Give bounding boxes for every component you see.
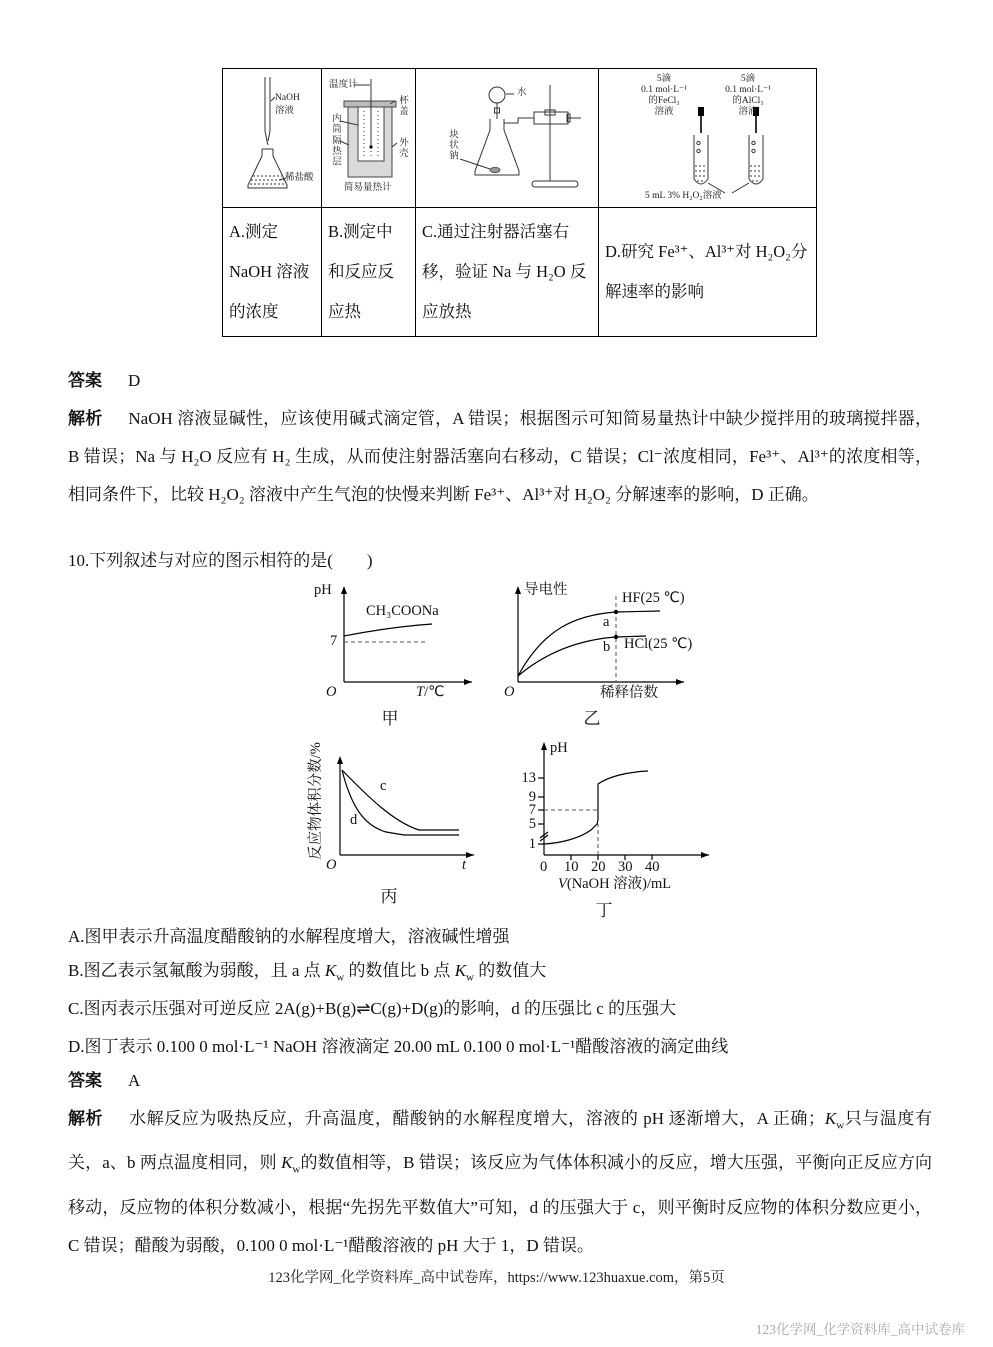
experiment-table xyxy=(222,68,817,337)
kw-subscript: w xyxy=(466,971,474,984)
ding-xtick-20: 20 xyxy=(591,859,606,875)
yi-curve-hcl: HCl(25 ℃) xyxy=(624,636,693,652)
diagram-cell-d xyxy=(599,69,817,208)
conc-label: 0.1 mol·L⁻¹ xyxy=(725,85,771,95)
ding-ytick-13: 13 xyxy=(521,770,536,786)
figure-yi xyxy=(492,582,692,727)
jia-tick-7: 7 xyxy=(330,633,338,649)
lid-label: 杯盖 xyxy=(397,95,407,116)
thermometer-label: 温度计 xyxy=(329,80,358,90)
ding-xtick-0: 0 xyxy=(540,859,548,875)
analysis-text-2: 只与温度有关，a、b 两点温度相同，则 xyxy=(68,1109,932,1173)
calorimeter-diagram xyxy=(328,73,409,203)
jia-xlabel xyxy=(416,684,444,700)
yi-origin: O xyxy=(504,684,515,700)
figure-ding xyxy=(484,740,724,925)
fecl3-label: 的FeCl₃ xyxy=(648,96,680,106)
bing-caption: 丙 xyxy=(380,887,398,906)
jia-xlabel-unit: /℃ xyxy=(424,684,445,700)
kw-symbol: K xyxy=(824,1109,837,1128)
yi-xlabel: 稀释倍数 xyxy=(600,685,658,701)
jia-caption: 甲 xyxy=(381,709,399,728)
kw-subscript: w xyxy=(336,971,345,984)
answer-value: D xyxy=(128,371,141,390)
diagram-cell-c xyxy=(416,69,599,208)
option-cell-c: C.通过注射器活塞右移，验证 Na 与 H₂O 反应放热 xyxy=(416,208,599,337)
bing-curve-c: c xyxy=(380,778,387,794)
analysis-text-3: 的数值相等，B 错误；该反应为气体体积减小的反应，增大压强，平衡向正反应方向移动，反应物的体积分数减小，根据“先拐先平数值大”可知，d 的压强大于 c，则平衡时反应物的体积分数应更小，C 错误；醋酸为弱酸，0.100 0 mol·L⁻¹醋酸溶液的 pH 大于 1，D 错误。 xyxy=(68,1153,932,1255)
ding-xtick-40: 40 xyxy=(645,859,660,875)
table-row xyxy=(223,69,817,208)
analysis-paragraph-2 xyxy=(68,1100,932,1265)
figure-bing xyxy=(294,726,484,906)
analysis-label: 解析 xyxy=(68,409,103,428)
ding-ytick-7: 7 xyxy=(528,802,536,818)
option-b-text-2: 的数值比 b 点 xyxy=(344,961,455,980)
analysis-text: NaOH 溶液显碱性，应该使用碱式滴定管，A 错误；根据图示可知简易量热计中缺少搅拌用的玻璃搅拌器，B 错误；Na 与 H₂O 反应有 H₂ 生成，从而使注射器活塞向右移动，C 错误；Cl⁻浓度相同，Fe³⁺、Al³⁺的浓度相等，相同条件下，比较 H₂O₂ 溶液中产生气泡的快慢来判断 Fe³⁺、Al³⁺对 H₂O₂ 分解速率的影响，D 正确。 xyxy=(68,409,933,504)
solution-label: 溶液 xyxy=(654,107,674,117)
solution-label: 溶液 xyxy=(738,107,758,117)
water-label: 水 xyxy=(517,88,527,98)
yi-point-a: a xyxy=(603,614,610,630)
bing-ylabel: 反应物体积分数/% xyxy=(308,742,324,860)
dilute-hcl-label: 稀盐酸 xyxy=(285,173,314,183)
yi-ylabel: 导电性 xyxy=(524,582,568,598)
analysis-text-1: 水解反应为吸热反应，升高温度，醋酸钠的水解程度增大，溶液的 pH 逐渐增大，A 正确； xyxy=(129,1109,825,1128)
ding-xlabel-var: V xyxy=(558,876,567,892)
ding-xlabel xyxy=(558,876,671,892)
kw-symbol: K xyxy=(454,961,467,980)
drops-label: 5滴 xyxy=(656,74,672,84)
solution-label: 溶液 xyxy=(275,106,295,116)
kw-subscript: w xyxy=(836,1119,845,1132)
outer-shell-label: 外壳 xyxy=(397,137,407,158)
sodium-chunk-label: 块状钠 xyxy=(447,129,457,161)
inner-cup-label: 内筒 xyxy=(330,113,340,134)
bing-xlabel: t xyxy=(462,857,467,873)
option-cell-d: D.研究 Fe³⁺、Al³⁺对 H₂O₂分解速率的影响 xyxy=(599,208,817,337)
alcl3-label: 的AlCl₃ xyxy=(732,96,764,106)
answer-line-1 xyxy=(68,366,140,391)
option-cell-b: B.测定中和反应反应热 xyxy=(322,208,416,337)
kw-symbol: K xyxy=(281,1153,293,1173)
bing-curve-d: d xyxy=(350,812,358,828)
option-b-text-3: 的数值大 xyxy=(473,961,547,980)
ding-ylabel: pH xyxy=(550,740,568,756)
analysis-label: 解析 xyxy=(68,1109,104,1128)
option-b xyxy=(68,956,546,983)
calorimeter-caption: 简易量热计 xyxy=(344,183,392,193)
question-10: 10.下列叙述与对应的图示相符的是( ) xyxy=(68,551,373,570)
jia-plot xyxy=(300,582,480,694)
jia-origin: O xyxy=(326,684,337,700)
page-footer: 123化学网_化学资料库_高中试卷库，https://www.123huaxue.com，第5页 xyxy=(268,1270,725,1286)
insulation-label: 隔热层 xyxy=(330,135,340,167)
ding-xtick-10: 10 xyxy=(564,859,579,875)
burette-flask-diagram xyxy=(229,73,315,203)
jia-ylabel: pH xyxy=(314,582,332,598)
option-cell-a: A.测定 NaOH 溶液的浓度 xyxy=(223,208,322,337)
diagram-cell-b xyxy=(322,69,416,208)
answer-line-2 xyxy=(68,1066,140,1091)
option-d: D.图丁表示 0.100 0 mol·L⁻¹ NaOH 溶液滴定 20.00 mL 0.100 0 mol·L⁻¹醋酸溶液的滴定曲线 xyxy=(68,1037,729,1056)
bing-origin: O xyxy=(326,857,337,873)
option-c: C.图丙表示压强对可逆反应 2A(g)+B(g)⇌C(g)+D(g)的影响，d 的压强比 c 的压强大 xyxy=(68,999,677,1018)
alcl3-label-block xyxy=(717,74,779,118)
figure-jia xyxy=(300,582,480,727)
h2o2-label: 5 mL 3% H₂O₂溶液 xyxy=(645,191,722,201)
ding-ytick-5: 5 xyxy=(528,816,536,832)
ding-ytick-1: 1 xyxy=(528,836,536,852)
ding-caption: 丁 xyxy=(595,901,613,920)
yi-point-b: b xyxy=(603,639,611,655)
answer-value: A xyxy=(128,1071,141,1090)
diagram-cell-a xyxy=(223,69,322,208)
yi-caption: 乙 xyxy=(583,709,601,728)
analysis-paragraph-1 xyxy=(68,400,932,514)
fecl3-label-block xyxy=(633,74,695,118)
table-row xyxy=(223,208,817,337)
watermark: 123化学网_化学资料库_高中试卷库 xyxy=(755,1322,965,1337)
test-tubes-diagram xyxy=(605,73,810,203)
yi-curve-hf: HF(25 ℃) xyxy=(622,590,685,606)
conc-label: 0.1 mol·L⁻¹ xyxy=(641,85,687,95)
answer-label: 答案 xyxy=(68,1071,102,1090)
ding-ytick-9: 9 xyxy=(528,789,536,805)
naoh-label: NaOH xyxy=(275,93,300,103)
kw-symbol: K xyxy=(324,961,337,980)
sodium-water-diagram xyxy=(422,73,592,203)
kw-subscript: w xyxy=(292,1163,301,1176)
ding-xlabel-rest: (NaOH 溶液)/mL xyxy=(566,876,672,892)
option-a: A.图甲表示升高温度醋酸钠的水解程度增大，溶液碱性增强 xyxy=(68,927,510,946)
jia-xlabel-var: T xyxy=(416,684,425,700)
option-b-text-1: B.图乙表示氢氟酸为弱酸，且 a 点 xyxy=(68,961,325,980)
ding-xtick-30: 30 xyxy=(618,859,633,875)
answer-label: 答案 xyxy=(68,371,102,390)
drops-label: 5滴 xyxy=(740,74,756,84)
jia-curve-label: CH₃COONa xyxy=(366,603,439,619)
